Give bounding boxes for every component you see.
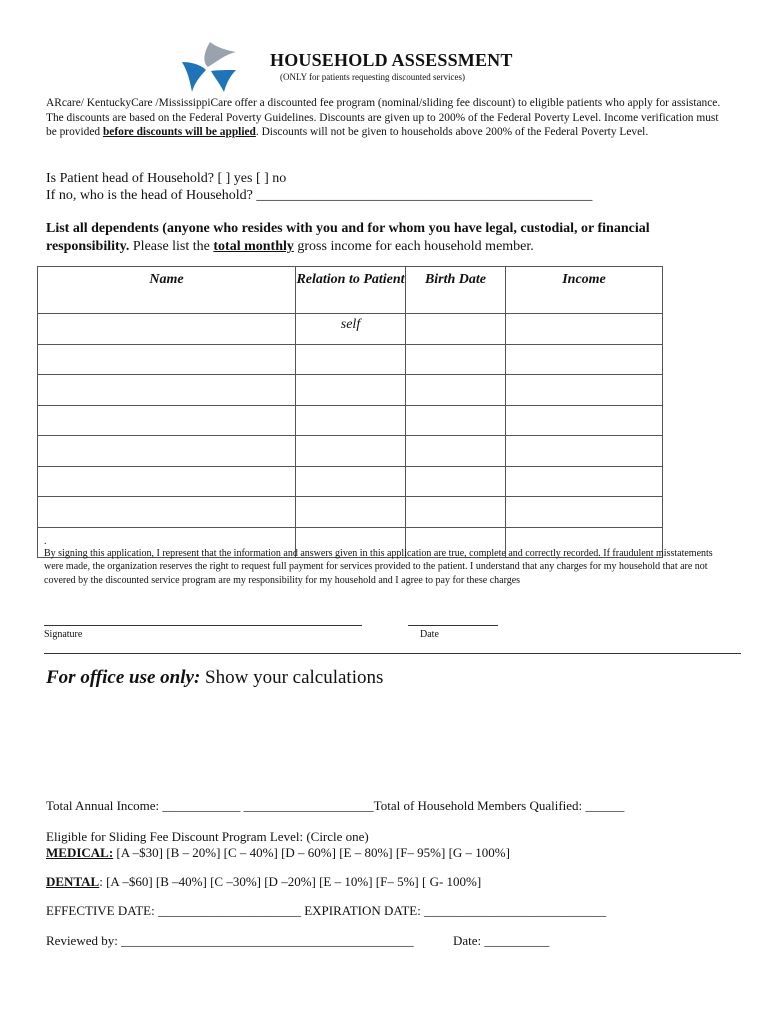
medical-level-options[interactable]: [A –$30] [B – 20%] [C – 40%] [D – 60%] [E – 80%] [F– 95%] [G – 100%] bbox=[113, 845, 510, 860]
table-cell[interactable] bbox=[506, 375, 663, 406]
dental-level-options[interactable]: : [A –$60] [B –40%] [C –30%] [D –20%] [E – 10%] [F– 5%] [ G- 100%] bbox=[99, 874, 482, 889]
table-cell[interactable] bbox=[296, 466, 406, 497]
intro-text-2: . Discounts will not be given to households above 200% of the Federal Poverty Level. bbox=[255, 126, 649, 138]
table-cell[interactable] bbox=[38, 375, 296, 406]
eligibility-label: Eligible for Sliding Fee Discount Program Level: (Circle one) bbox=[46, 829, 369, 844]
table-cell[interactable] bbox=[38, 497, 296, 528]
table-row bbox=[38, 375, 663, 406]
dental-label: DENTAL bbox=[46, 874, 100, 889]
dependents-heading bbox=[46, 220, 736, 256]
table-cell[interactable] bbox=[506, 314, 663, 345]
section-divider bbox=[44, 653, 741, 654]
column-header-income: Income bbox=[506, 267, 663, 314]
medical-label: MEDICAL: bbox=[46, 845, 114, 860]
table-cell[interactable] bbox=[506, 466, 663, 497]
table-cell[interactable] bbox=[296, 497, 406, 528]
column-header-birth-date: Birth Date bbox=[406, 267, 506, 314]
office-use-heading bbox=[46, 667, 383, 689]
table-header-row bbox=[38, 267, 663, 314]
table-cell[interactable] bbox=[38, 314, 296, 345]
intro-paragraph bbox=[46, 96, 726, 140]
column-header-relation: Relation to Patient bbox=[296, 267, 406, 314]
reviewed-date-field[interactable]: Date: __________ bbox=[453, 933, 550, 948]
dependents-heading-emphasis: total monthly bbox=[213, 239, 294, 254]
table-cell[interactable] bbox=[296, 436, 406, 467]
table-row bbox=[38, 497, 663, 528]
date-label: Date bbox=[420, 629, 439, 640]
form-title: HOUSEHOLD ASSESSMENT bbox=[270, 50, 513, 70]
logo-swoosh-left bbox=[182, 62, 206, 92]
table-row bbox=[38, 466, 663, 497]
table-cell[interactable] bbox=[296, 344, 406, 375]
column-header-name: Name bbox=[38, 267, 296, 314]
table-cell[interactable] bbox=[38, 405, 296, 436]
table-cell[interactable] bbox=[506, 497, 663, 528]
table-cell[interactable] bbox=[296, 405, 406, 436]
table-cell[interactable] bbox=[506, 344, 663, 375]
table-cell[interactable] bbox=[406, 314, 506, 345]
table-cell[interactable] bbox=[406, 436, 506, 467]
table-cell[interactable] bbox=[406, 466, 506, 497]
table-cell[interactable] bbox=[406, 497, 506, 528]
signature-label: Signature bbox=[44, 629, 83, 640]
dependents-heading-bold: List all dependents (anyone who resides with you and for whom you have legal, custodial, or financial responsibility. bbox=[46, 221, 650, 254]
table-row bbox=[38, 436, 663, 467]
table-cell[interactable] bbox=[506, 405, 663, 436]
reviewed-by-field[interactable]: Reviewed by: _____________________________________________ bbox=[46, 933, 414, 948]
intro-text-1: ARcare/ KentuckyCare /MississippiCare offer a discounted fee program (nominal/sliding fee discount) to eligible patients who apply for assistance. The discounts are based on the Federal Poverty Guidelines. Discounts are given up to 200% of the Federal Poverty Level. Income verification must be provided bbox=[46, 97, 721, 138]
total-annual-income-field[interactable]: Total Annual Income: ____________ ____________________Total of Household Members Qualified: ______ bbox=[46, 798, 625, 813]
intro-emphasis: before discounts will be applied bbox=[102, 126, 256, 138]
table-row bbox=[38, 314, 663, 345]
table-cell[interactable] bbox=[406, 375, 506, 406]
table-cell[interactable] bbox=[38, 436, 296, 467]
dependents-heading-text-2: gross income for each household member. bbox=[293, 239, 534, 254]
signature-line[interactable] bbox=[44, 625, 362, 626]
medical-levels[interactable] bbox=[46, 845, 510, 861]
table-cell[interactable] bbox=[38, 344, 296, 375]
table-cell[interactable] bbox=[406, 344, 506, 375]
table-cell[interactable]: self bbox=[296, 314, 406, 345]
logo-swoosh-right bbox=[211, 70, 236, 92]
table-cell[interactable] bbox=[406, 405, 506, 436]
arcare-logo bbox=[180, 40, 238, 94]
dental-levels[interactable] bbox=[46, 874, 481, 890]
table-row bbox=[38, 405, 663, 436]
attestation-text: By signing this application, I represent that the information and answers given in this application are true, complete and correctly recorded. If fraudulent misstatements were made, the organization reserves the right to request full payment for services provided to the patient. I understand that any charges for my household that are not covered by the discounted service program are my responsibility for my household and I agree to pay for these charges bbox=[44, 548, 713, 586]
logo-swoosh-top bbox=[204, 42, 236, 67]
dependents-table bbox=[37, 266, 663, 558]
table-row bbox=[38, 344, 663, 375]
form-subtitle: (ONLY for patients requesting discounted services) bbox=[280, 72, 465, 82]
effective-expiration-dates[interactable]: EFFECTIVE DATE: ______________________ EXPIRATION DATE: ____________________________ bbox=[46, 903, 607, 918]
table-cell[interactable] bbox=[38, 466, 296, 497]
table-cell[interactable] bbox=[506, 436, 663, 467]
office-use-rest: Show your calculations bbox=[200, 667, 384, 688]
head-of-household-question[interactable]: Is Patient head of Household? [ ] yes [ ] no bbox=[46, 171, 287, 186]
table-cell[interactable] bbox=[296, 375, 406, 406]
dependents-heading-text: Please list the bbox=[129, 239, 214, 254]
office-use-emphasis: For office use only: bbox=[46, 667, 201, 688]
date-line[interactable] bbox=[408, 625, 498, 626]
head-of-household-name-field[interactable]: If no, who is the head of Household? ________________________________________________ bbox=[46, 188, 593, 203]
attestation-dot: . bbox=[44, 536, 47, 547]
